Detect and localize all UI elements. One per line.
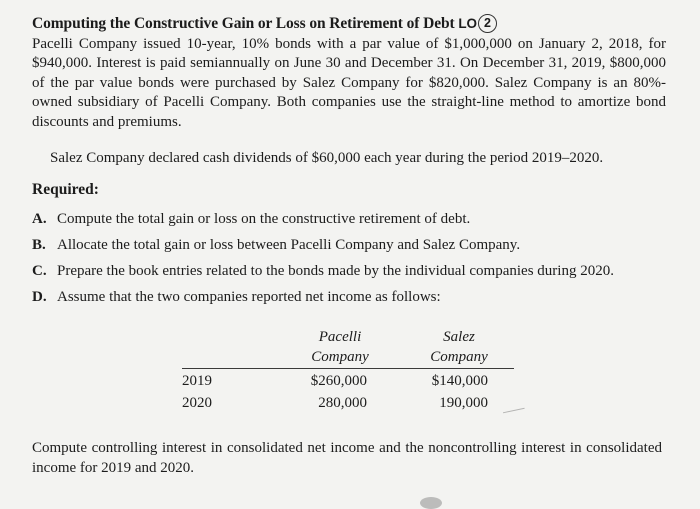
pencil-mark <box>503 408 525 416</box>
pacelli-income-2020: 280,000 <box>318 395 367 411</box>
requirement-text: Assume that the two companies reported net income as follows: <box>57 289 441 305</box>
requirement-letter: B. <box>32 237 46 253</box>
required-heading: Required: <box>32 181 99 198</box>
requirement-letter: A. <box>32 211 47 227</box>
pacelli-income-2019: $260,000 <box>310 373 367 389</box>
problem-paragraph-2: Salez Company declared cash dividends of $60,000 each year during the period 2019–2020. <box>50 150 604 166</box>
column-header-line: Salez <box>443 329 475 345</box>
column-header-line: Company <box>311 349 369 365</box>
requirement-d <box>32 289 441 306</box>
lo-number-badge: 2 <box>478 14 497 33</box>
final-instruction: Compute controlling interest in consolidated net income and the noncontrolling interest in consolidated income for 2019 and 2020. <box>32 440 662 476</box>
requirement-b <box>32 237 520 254</box>
pacelli-column-header <box>300 327 380 367</box>
requirement-a <box>32 211 470 228</box>
requirement-text: Compute the total gain or loss on the constructive retirement of debt. <box>57 211 471 227</box>
problem-paragraph-1: Pacelli Company issued 10-year, 10% bonds with a par value of $1,000,000 on January 2, 2018, for $940,000. Interest is paid semiannually on June 30 and December 31. On December 31, 2019, $800,000 of the par value bonds were purchased by Salez Company for $820,000. Salez Company is an 80%-owned subsidiary of Pacelli Company. Both companies use the straight-line method to amortize bond discounts and premiums. <box>32 36 666 130</box>
column-header-line: Company <box>430 349 488 365</box>
salez-income-2020: 190,000 <box>439 395 488 411</box>
column-header-line: Pacelli <box>318 329 362 345</box>
lo-label: LO <box>458 16 477 31</box>
requirement-c <box>32 263 614 280</box>
problem-title <box>32 14 497 33</box>
table-header-rule <box>182 368 514 369</box>
title-text: Computing the Constructive Gain or Loss on Retirement of Debt <box>32 15 455 32</box>
requirement-letter: C. <box>32 263 47 279</box>
salez-column-header <box>419 327 499 367</box>
salez-income-2019: $140,000 <box>431 373 488 389</box>
table-year-2020: 2020 <box>182 395 212 411</box>
requirement-letter: D. <box>32 289 47 305</box>
requirement-text: Prepare the book entries related to the bonds made by the individual companies during 2020. <box>57 263 614 279</box>
table-year-2019: 2019 <box>182 373 212 389</box>
requirement-text: Allocate the total gain or loss between Pacelli Company and Salez Company. <box>57 237 521 253</box>
page-smudge <box>420 497 442 509</box>
